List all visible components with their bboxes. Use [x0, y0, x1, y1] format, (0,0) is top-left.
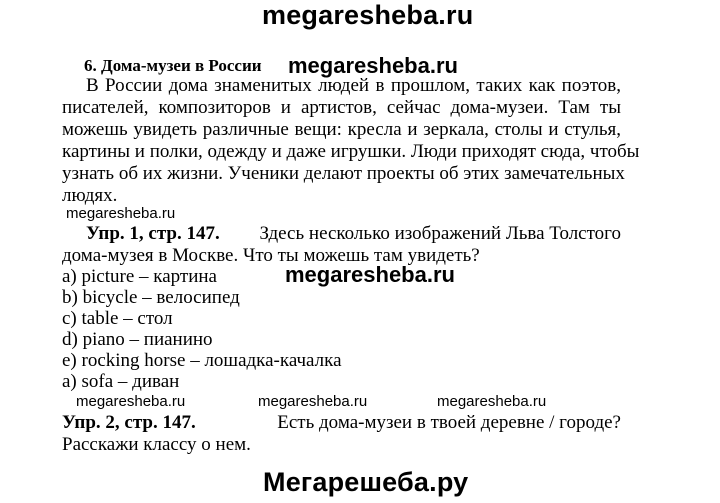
list-item: a) picture – картина	[62, 266, 217, 287]
watermark-heading-overlay: megaresheba.ru	[288, 53, 458, 78]
paragraph-line: можешь увидеть различные вещи: кресла и зеркала, столы и стулья,	[62, 119, 621, 140]
watermark-footer: Мегарешеба.ру	[263, 467, 469, 497]
watermark-list-overlay: megaresheba.ru	[285, 262, 455, 287]
exercise-1-ref: Упр. 1, стр. 147.	[86, 223, 220, 244]
paragraph-line: картины и полки, одежду и даже игрушки. Люди приходят сюда, чтобы	[62, 141, 640, 162]
document-body	[62, 53, 640, 456]
exercise-1-text-2: дома-музея в Москве. Что ты можешь там увидеть?	[62, 245, 480, 266]
list-item: e) rocking horse – лошадка-качалка	[62, 350, 342, 371]
exercise-2-text-1: Есть дома-музеи в твоей деревне / городе?	[277, 412, 621, 433]
exercise-1-line-1	[86, 224, 621, 244]
watermark-after-paragraph: megaresheba.ru	[66, 205, 176, 222]
paragraph-line: узнать об их жизни. Ученики делают проекты об этих замечательных	[62, 163, 625, 184]
exercise-2-text-2: Расскажи классу о нем.	[62, 434, 251, 455]
watermark-row-1: megaresheba.ru	[76, 393, 186, 410]
list-item: c) table – стол	[62, 308, 173, 329]
list-item: d) piano – пианино	[62, 329, 213, 350]
exercise-2-ref: Упр. 2, стр. 147.	[62, 412, 196, 433]
watermark-row-3: megaresheba.ru	[437, 393, 547, 410]
paragraph-line: В России дома знаменитых людей в прошлом, таких как поэтов,	[86, 75, 621, 96]
section-heading: 6. Дома-музеи в России	[84, 56, 262, 75]
list-item: b) bicycle – велосипед	[62, 287, 240, 308]
paragraph-line: писателей, композиторов и артистов, сейчас дома-музеи. Там ты	[62, 97, 621, 118]
exercise-2-line-1	[62, 413, 621, 433]
list-item: a) sofa – диван	[62, 371, 180, 392]
exercise-1-text-1: Здесь несколько изображений Льва Толстого	[259, 223, 621, 244]
paragraph-line: людях.	[62, 185, 118, 206]
watermark-row-2: megaresheba.ru	[258, 393, 368, 410]
watermark-top: megaresheba.ru	[262, 0, 474, 30]
